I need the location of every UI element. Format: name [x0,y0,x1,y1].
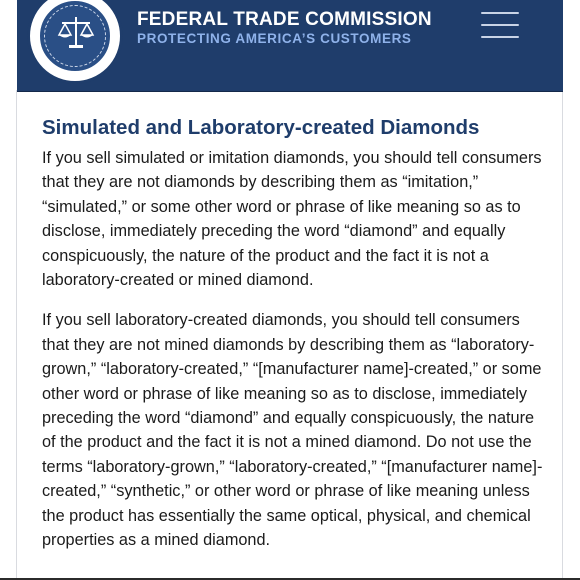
scales-icon [56,13,96,53]
menu-bar-top [481,12,519,14]
menu-bar-middle [481,24,519,26]
hamburger-menu-icon[interactable] [477,10,521,42]
paragraph-laboratory: If you sell laboratory-created diamonds, you should tell consumers that they are not mined diamonds by describing them as “laboratory-grown,” “laboratory-created,” “[manufacturer name]-created,” or some other word or phrase of like meaning so as to disclose, immediately preceding the word “diamond” and equally conspicuously, the nature of the product and the fact it is not a mined diamond. Do not use the terms “laboratory-grown,” “laboratory-created,” “[manufacturer name]-created,” “synthetic,” or other word or phrase of like meaning unless the product has essentially the same optical, physical, and chemical properties as a mined diamond. [42,311,543,550]
paragraph-simulated: If you sell simulated or imitation diamonds, you should tell consumers that they are not diamonds by describing them as “imitation,” “simulated,” or some other word or phrase of like meaning so as to disclose, immediately preceding the word “diamond” and equally conspicuously, the nature of the product and the fact it is not a laboratory-created or mined diamond. [42,149,542,290]
section-title: Simulated and Laboratory-created Diamonds [42,116,480,139]
site-subtitle: PROTECTING AMERICA’S CUSTOMERS [137,31,412,46]
main-content [42,115,547,553]
content-left-border [16,90,17,580]
menu-bar-bottom [481,36,519,38]
ftc-seal-icon[interactable] [27,0,123,84]
content-right-border [562,90,563,580]
site-header [17,0,563,92]
site-title[interactable]: FEDERAL TRADE COMMISSION [137,9,432,30]
